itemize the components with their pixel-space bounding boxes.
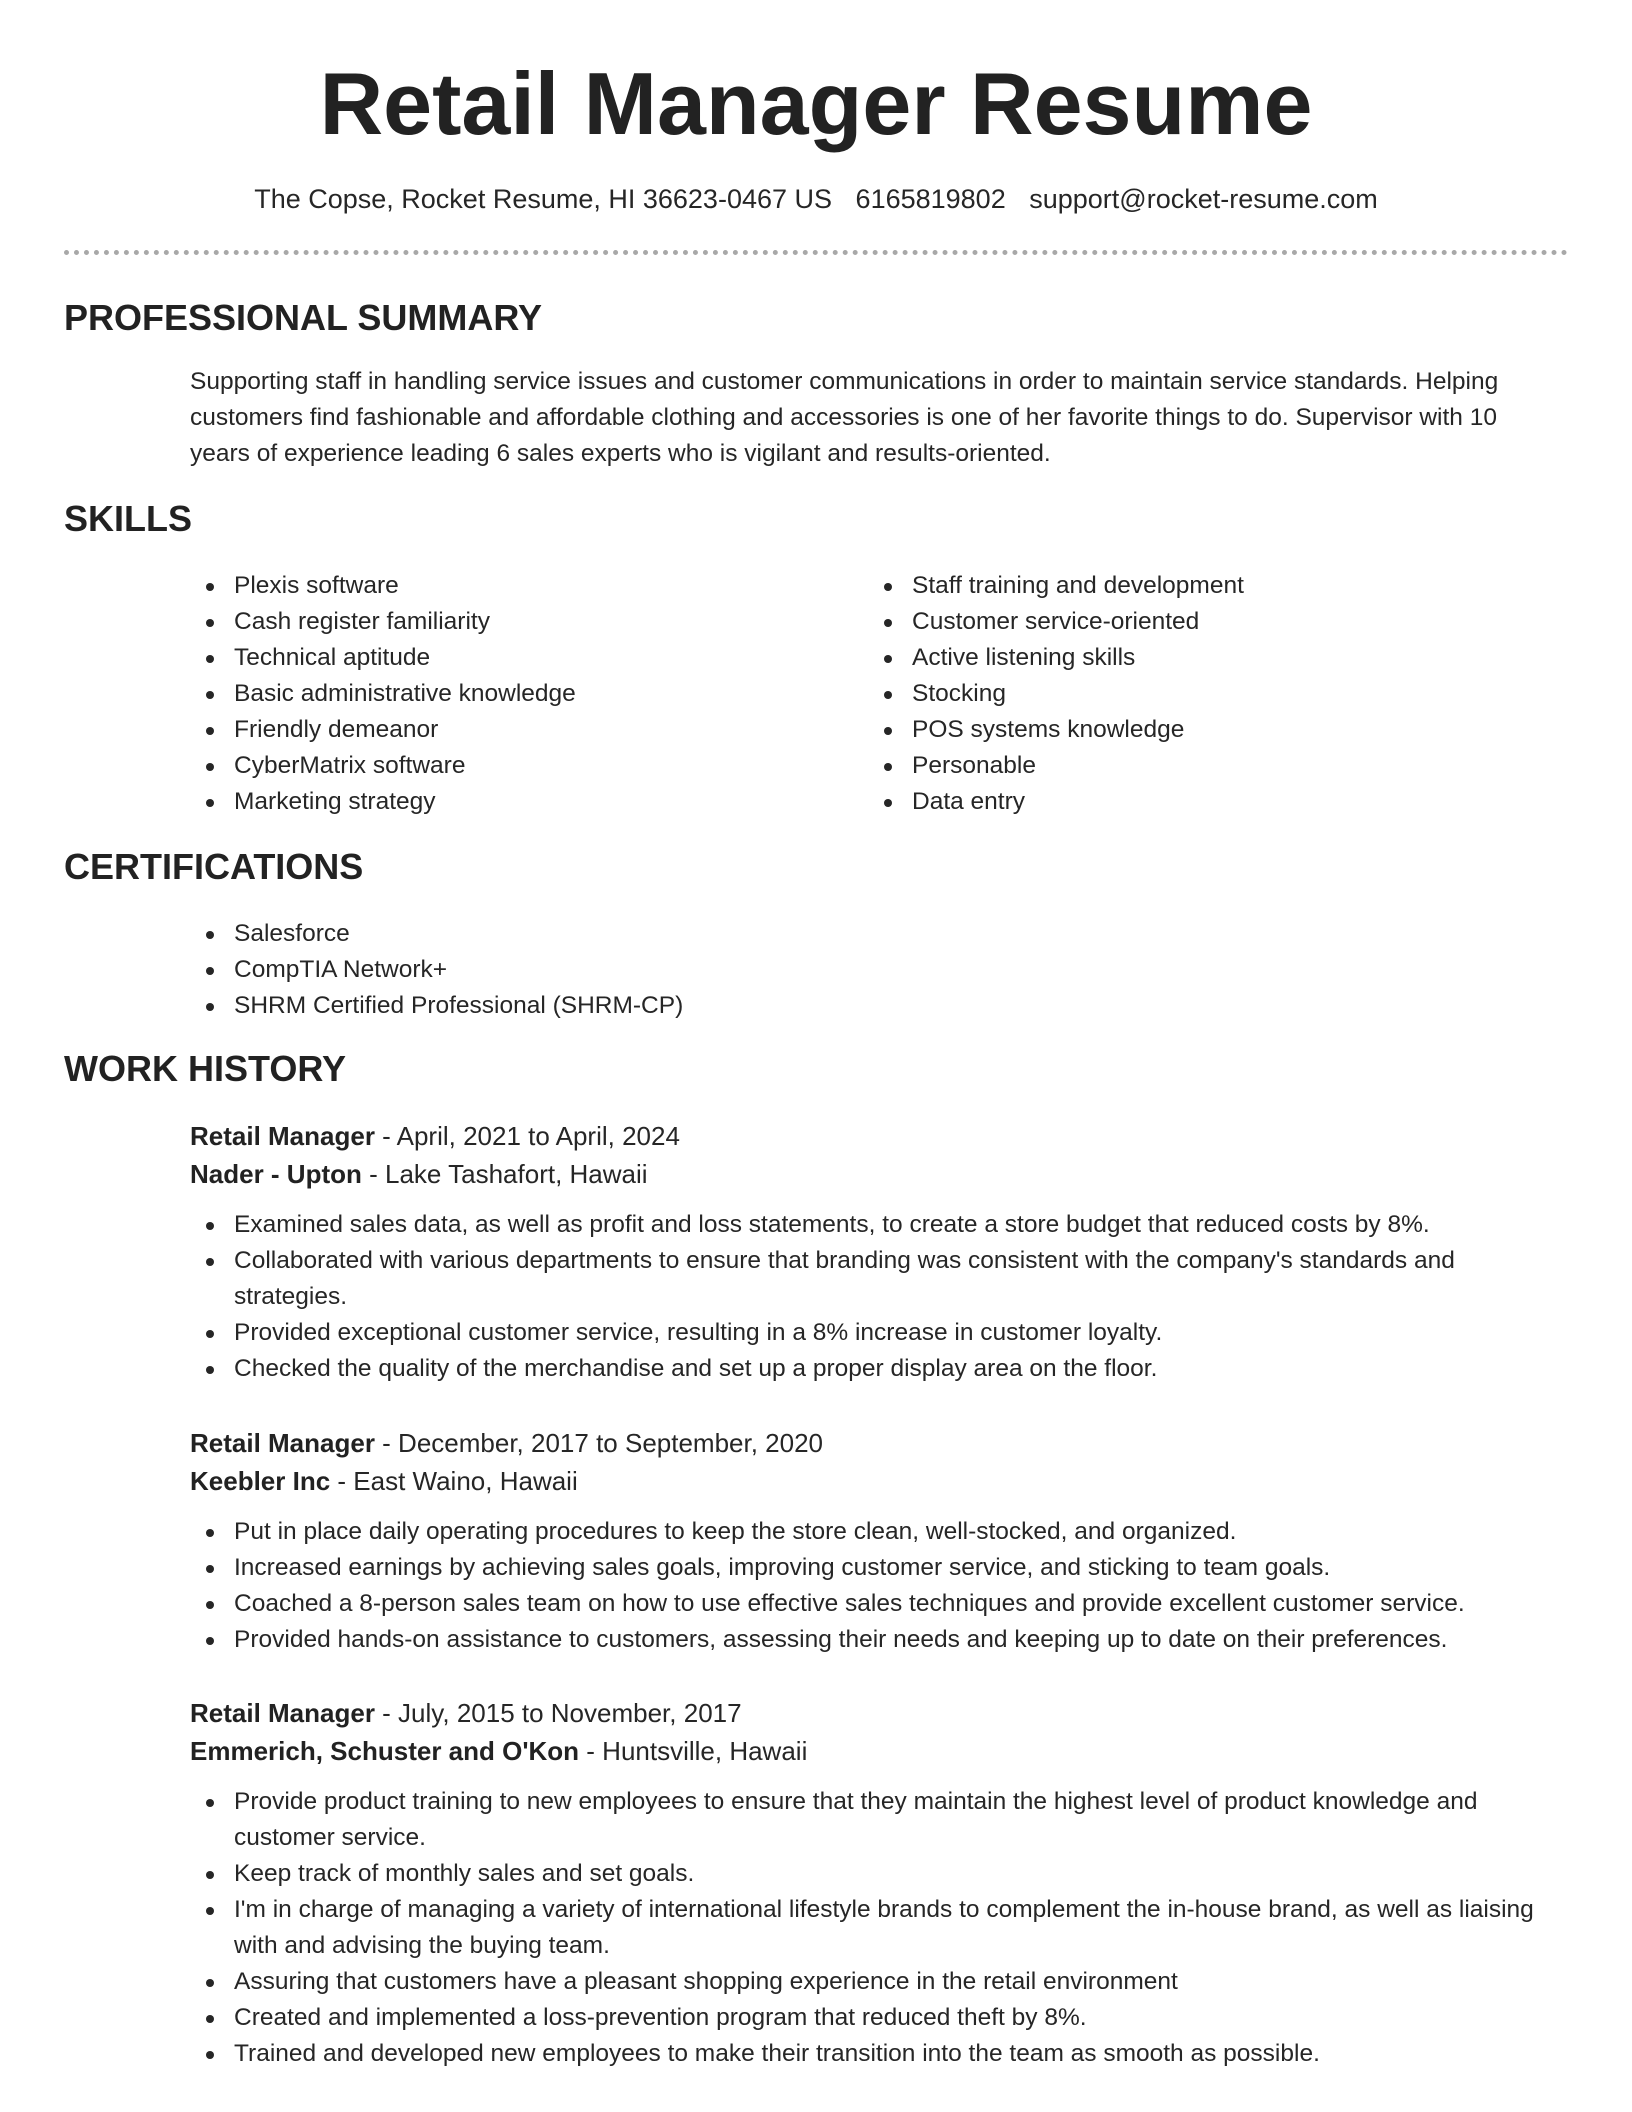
skills-list-left [190,568,830,820]
job-title-line [190,1424,1570,1462]
summary-heading: PROFESSIONAL SUMMARY [64,297,543,338]
skills-heading: SKILLS [64,498,193,539]
certifications-heading: CERTIFICATIONS [64,846,364,887]
job-bullets [190,1514,1570,1658]
list-item: Personable [868,748,1508,784]
list-item: SHRM Certified Professional (SHRM-CP) [190,988,1090,1024]
list-item: Provided hands-on assistance to customers, assessing their needs and keeping up to date on their preferences. [190,1622,1570,1658]
contact-line [0,181,1632,217]
list-item: Cash register familiarity [190,604,830,640]
job-entry-2 [190,1424,1570,1658]
job-location: - East Waino, Hawaii [330,1466,578,1496]
contact-email: support@rocket-resume.com [1029,184,1378,214]
list-item: I'm in charge of managing a variety of international lifestyle brands to complement the in-house brand, as well as liaising with and advising the buying team. [190,1892,1570,1964]
list-item: Friendly demeanor [190,712,830,748]
list-item: Increased earnings by achieving sales goals, improving customer service, and sticking to team goals. [190,1550,1570,1586]
job-location: - Huntsville, Hawaii [579,1736,808,1766]
summary-text: Supporting staff in handling service issues and customer communications in order to maintain service standards. Helping customers find fashionable and affordable clothing and accessories is one of her favorite things to do. Supervisor with 10 years of experience leading 6 sales experts who is vigilant and results-oriented. [190,368,1499,467]
work-history-heading: WORK HISTORY [64,1048,347,1089]
job-location: - Lake Tashafort, Hawaii [361,1159,648,1189]
list-item: Assuring that customers have a pleasant shopping experience in the retail environment [190,1964,1570,2000]
contact-address: The Copse, Rocket Resume, HI 36623-0467 US [254,184,833,214]
list-item: Provided exceptional customer service, resulting in a 8% increase in customer loyalty. [190,1315,1570,1351]
job-dates: - April, 2021 to April, 2024 [374,1121,680,1151]
list-item: Coached a 8-person sales team on how to use effective sales techniques and provide excellent customer service. [190,1586,1570,1622]
job-bullets [190,1784,1570,2072]
list-item: Trained and developed new employees to make their transition into the team as smooth as possible. [190,2036,1570,2072]
job-company: Emmerich, Schuster and O'Kon [190,1736,580,1766]
list-item: Basic administrative knowledge [190,676,830,712]
job-title: Retail Manager [190,1698,375,1728]
list-item: Keep track of monthly sales and set goals. [190,1856,1570,1892]
list-item: Examined sales data, as well as profit and loss statements, to create a store budget that reduced costs by 8%. [190,1207,1570,1243]
list-item: Marketing strategy [190,784,830,820]
certifications-list [190,916,1090,1024]
job-entry-1 [190,1117,1570,1387]
job-title-line [190,1694,1570,1732]
list-item: POS systems knowledge [868,712,1508,748]
job-dates: - December, 2017 to September, 2020 [374,1428,824,1458]
job-company: Nader - Upton [190,1159,362,1189]
resume-title: Retail Manager Resume [319,54,1313,153]
list-item: Technical aptitude [190,640,830,676]
job-dates: - July, 2015 to November, 2017 [374,1698,742,1728]
list-item: Active listening skills [868,640,1508,676]
list-item: CompTIA Network+ [190,952,1090,988]
list-item: Data entry [868,784,1508,820]
job-company-line [190,1732,1570,1770]
job-entry-3 [190,1694,1570,2072]
list-item: Customer service-oriented [868,604,1508,640]
list-item: Stocking [868,676,1508,712]
skills-list-right [868,568,1508,820]
job-title: Retail Manager [190,1121,375,1151]
header-divider [64,250,1568,255]
job-title-line [190,1117,1570,1155]
job-title: Retail Manager [190,1428,375,1458]
job-company-line [190,1462,1570,1500]
list-item: Provide product training to new employees to ensure that they maintain the highest level of product knowledge and customer service. [190,1784,1570,1856]
job-bullets [190,1207,1570,1387]
list-item: CyberMatrix software [190,748,830,784]
list-item: Created and implemented a loss-prevention program that reduced theft by 8%. [190,2000,1570,2036]
list-item: Plexis software [190,568,830,604]
job-company-line [190,1155,1570,1193]
list-item: Collaborated with various departments to ensure that branding was consistent with the company's standards and strategies. [190,1243,1570,1315]
list-item: Checked the quality of the merchandise and set up a proper display area on the floor. [190,1351,1570,1387]
list-item: Salesforce [190,916,1090,952]
contact-phone: 6165819802 [855,184,1006,214]
list-item: Staff training and development [868,568,1508,604]
job-company: Keebler Inc [190,1466,331,1496]
list-item: Put in place daily operating procedures to keep the store clean, well-stocked, and organized. [190,1514,1570,1550]
